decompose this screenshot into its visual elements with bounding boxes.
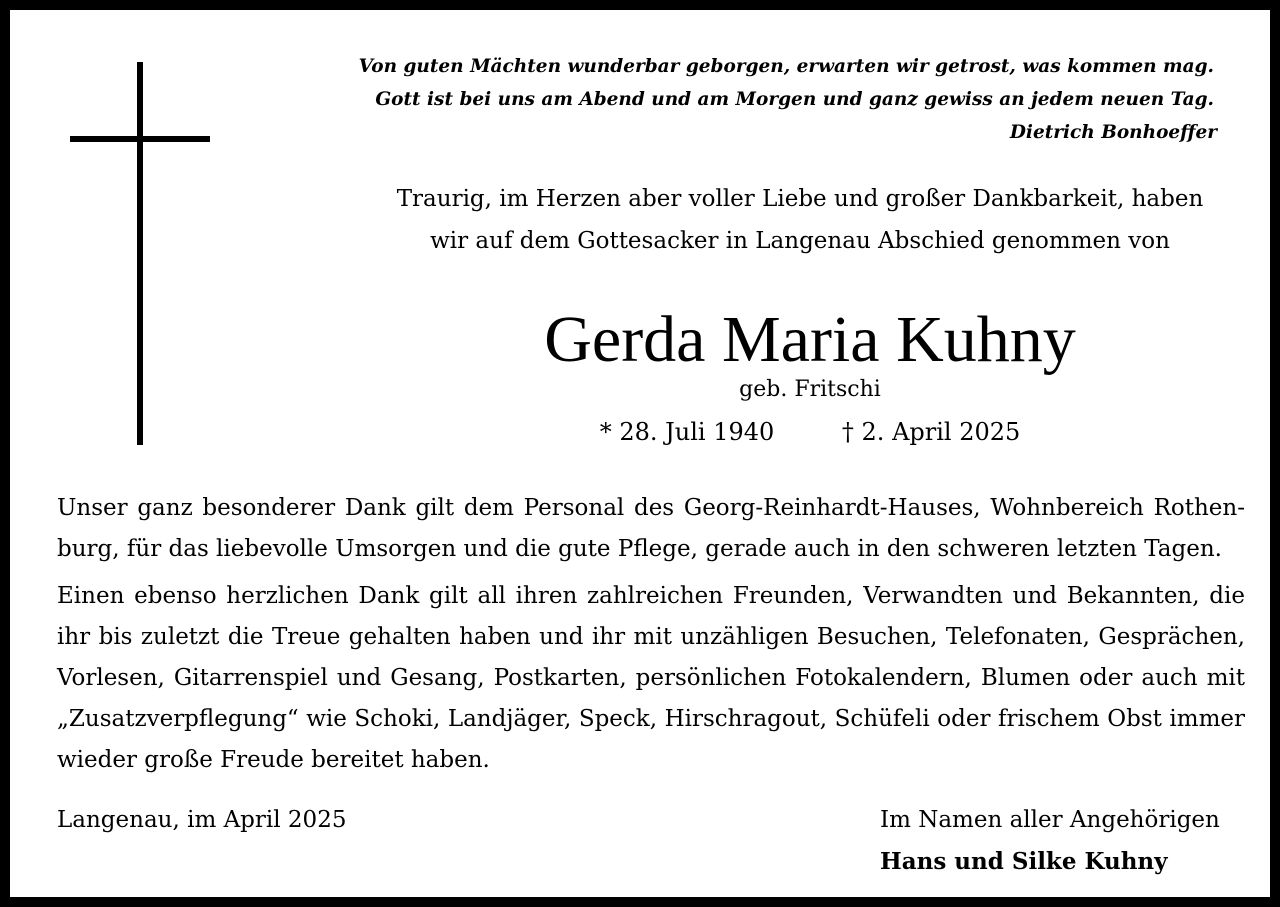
deceased-name: Gerda Maria Kuhny — [544, 303, 1076, 376]
intro-text — [350, 178, 1250, 262]
quote-author: Dietrich Bonhoeffer — [1009, 122, 1217, 143]
family-names: Hans und Silke Kuhny — [880, 848, 1168, 875]
thanks-paragraph: Unser ganz besonderer Dank gilt dem Personal des Georg-Reinhardt-Hauses, Wohnbereich Rothenburg, für das liebevolle Umsorgen und die gute Pflege, gerade auch in den schweren letzten Tagen. — [57, 495, 1245, 562]
cross-icon-bar — [70, 136, 210, 142]
birth-date: * 28. Juli 1940 — [599, 418, 775, 446]
quote-line: Gott ist bei uns am Abend und am Morgen und ganz gewiss an jedem neuen Tag. — [375, 89, 1214, 110]
death-date: † 2. April 2025 — [841, 418, 1021, 446]
cross-icon — [137, 62, 143, 445]
life-dates — [380, 412, 1240, 452]
maiden-name: geb. Fritschi — [739, 377, 881, 402]
bonhoeffer-quote — [314, 50, 1214, 116]
thanks-paragraph: Einen ebenso herzlichen Dank gilt all ihren zahlreichen Freunden, Verwandten und Bekannten, die ihr bis zuletzt die Treue gehalten haben und ihr mit unzähligen Besuchen, Telefonaten, Gesprächen, Vorlesen, Gitarrenspiel und Gesang, Postkarten, persönlichen Fotokalendern, Blumen oder auch mit „Zusatzverpflegung“ wie Schoki, Landjäger, Speck, Hirschragout, Schüfeli oder frischem Obst immer wieder große Freude bereitet haben. — [57, 583, 1245, 773]
intro-line: wir auf dem Gottesacker in Langenau Abschied genommen von — [430, 228, 1170, 254]
signature-block — [880, 800, 1220, 882]
obituary-notice — [10, 10, 1270, 897]
on-behalf-line: Im Namen aller Angehörigen — [880, 807, 1220, 833]
intro-line: Traurig, im Herzen aber voller Liebe und großer Dankbarkeit, haben — [396, 186, 1204, 212]
place-and-date: Langenau, im April 2025 — [57, 807, 347, 833]
quote-line: Von guten Mächten wunderbar geborgen, erwarten wir getrost, was kommen mag. — [358, 56, 1214, 77]
thanks-text — [57, 488, 1245, 787]
